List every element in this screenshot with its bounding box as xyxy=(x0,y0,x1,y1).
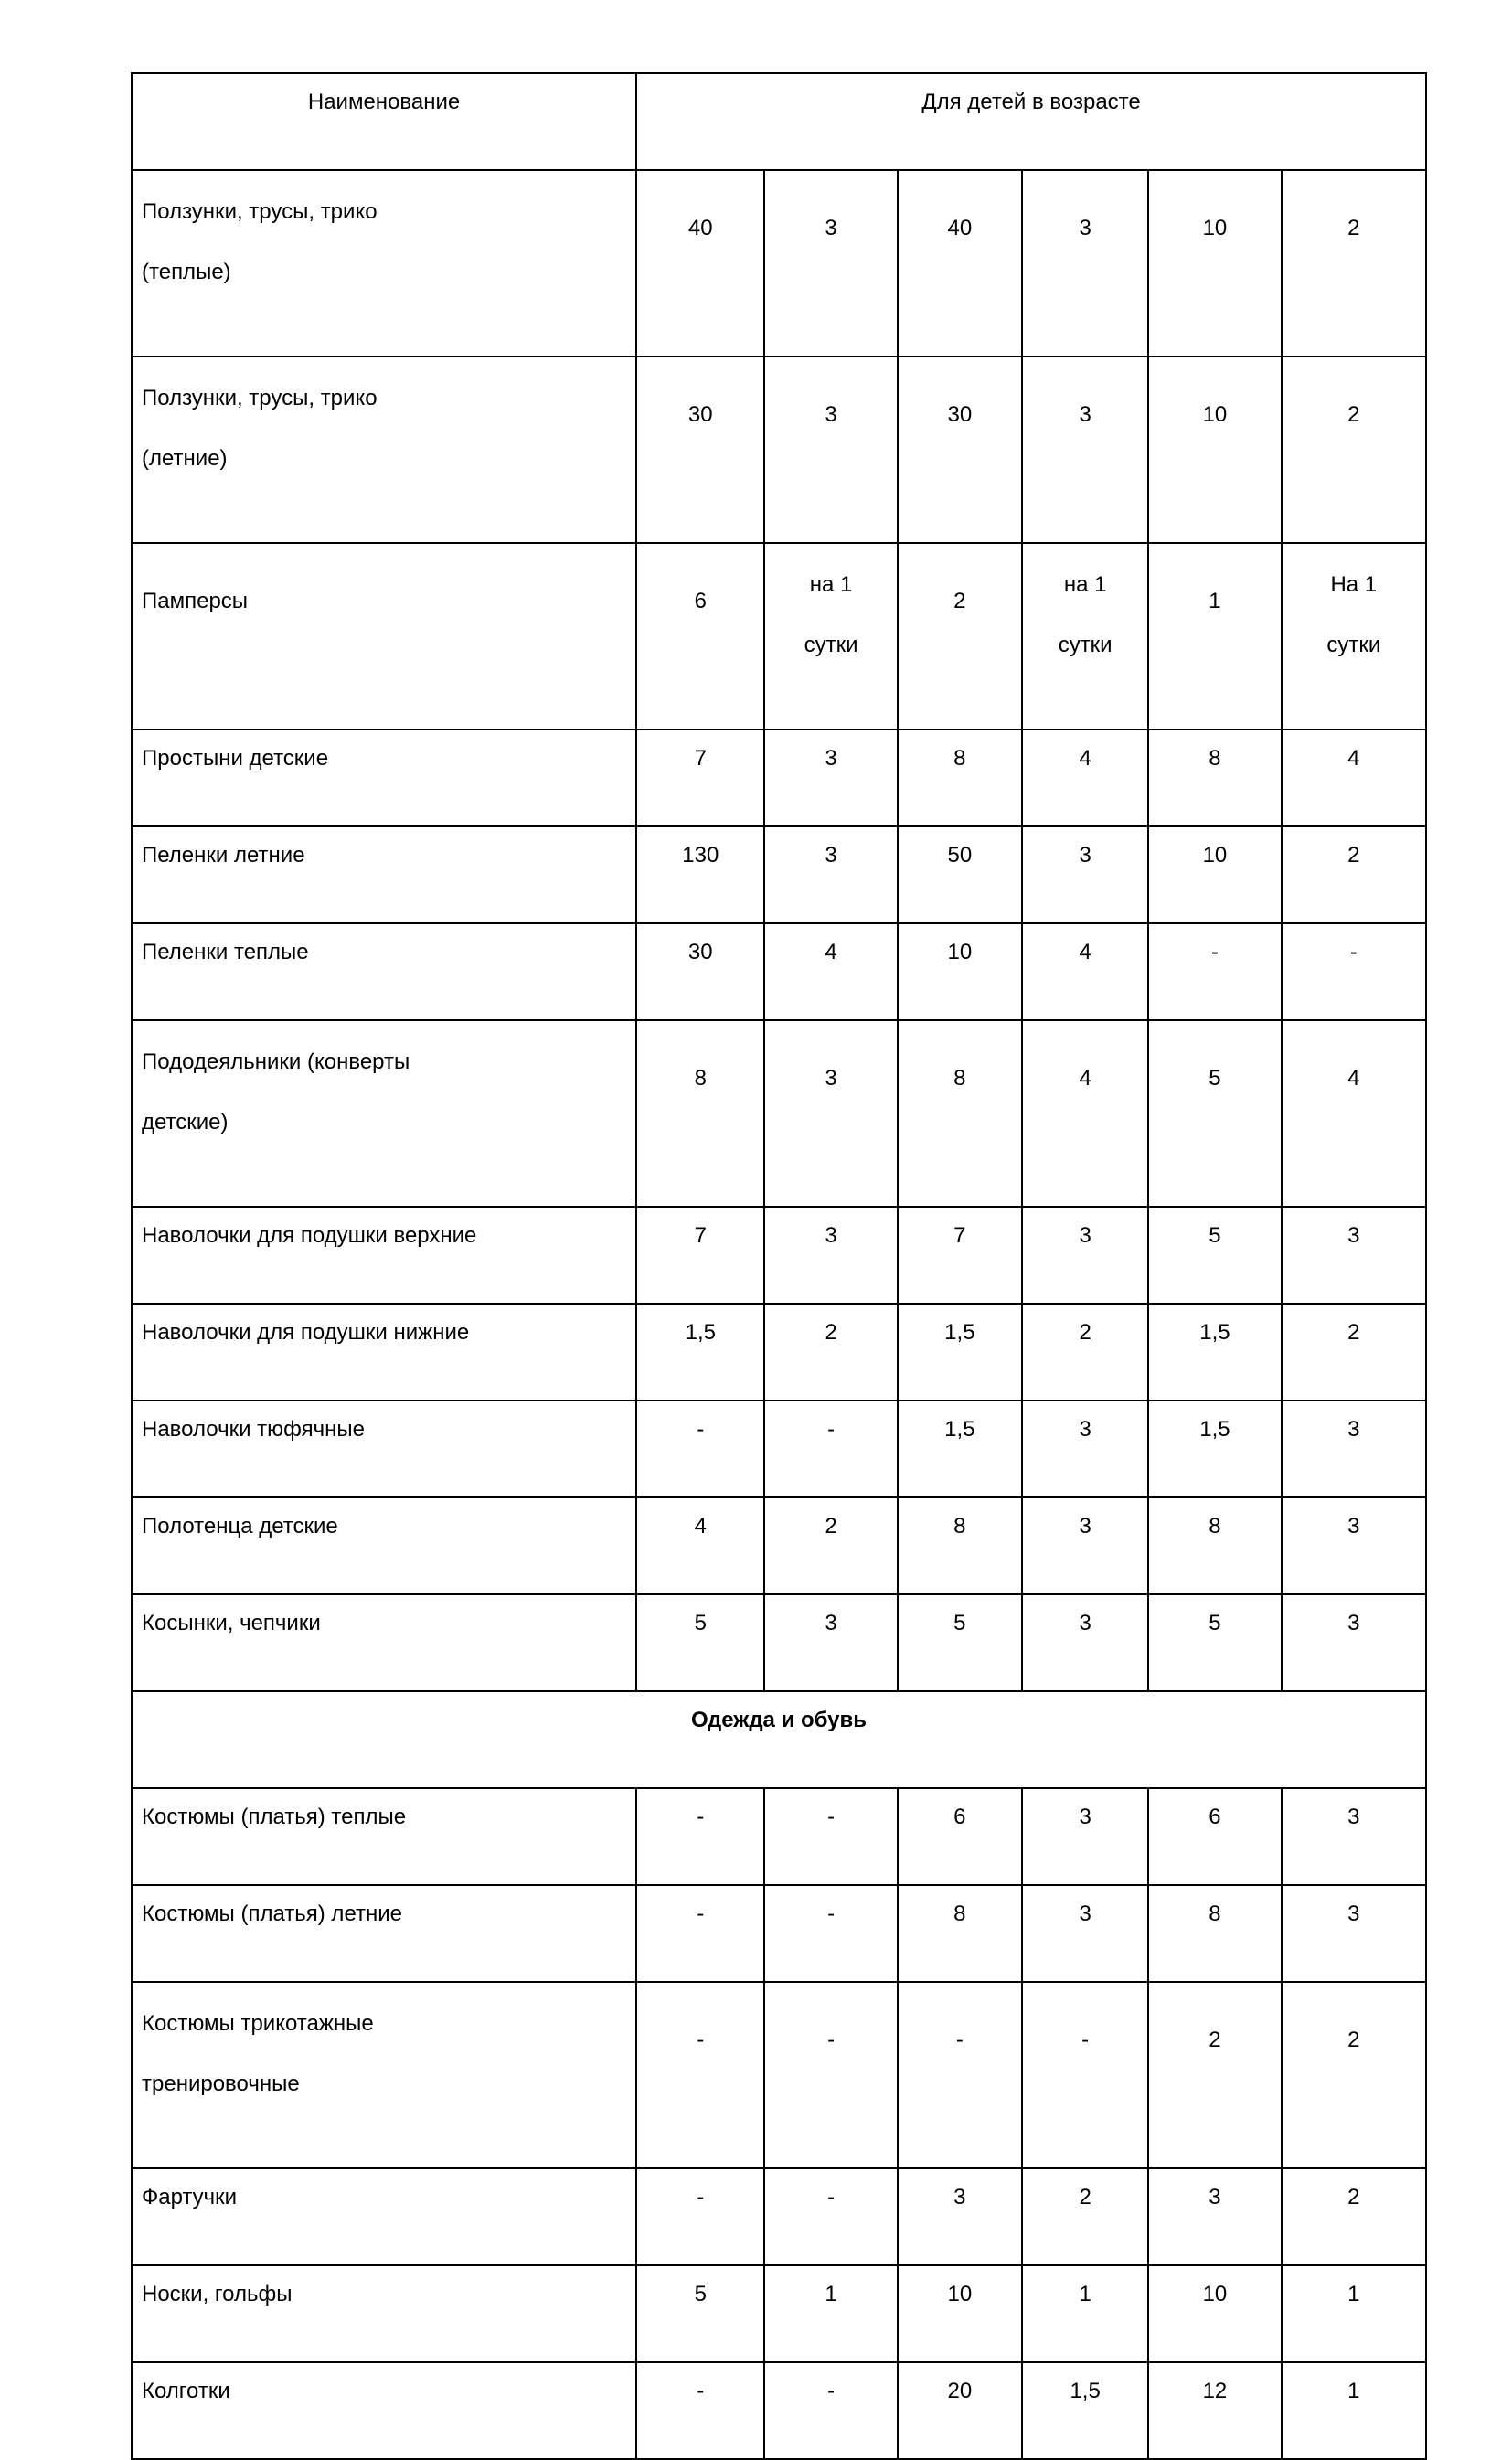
table-row xyxy=(132,1788,1426,1885)
value-cell: 8 xyxy=(1148,1497,1281,1594)
value-cell: 2 xyxy=(898,543,1022,729)
value-cell: 12 xyxy=(1148,2362,1281,2459)
table-row xyxy=(132,1207,1426,1304)
table-row xyxy=(132,923,1426,1020)
value-cell: 7 xyxy=(898,1207,1022,1304)
table-row xyxy=(132,1304,1426,1400)
item-name-line: (теплые) xyxy=(142,260,231,284)
value-cell: 5 xyxy=(636,2265,764,2362)
table-row xyxy=(132,1497,1426,1594)
header-name: Наименование xyxy=(132,73,636,170)
value-cell: - xyxy=(636,2362,764,2459)
value-cell: - xyxy=(764,1982,897,2168)
value-cell: 1,5 xyxy=(1148,1304,1281,1400)
item-name-line: Наволочки для подушки верхние xyxy=(142,1223,477,1248)
value-cell: 1,5 xyxy=(898,1400,1022,1497)
value-cell: 40 xyxy=(898,170,1022,357)
value-cell: 8 xyxy=(898,1497,1022,1594)
table-row xyxy=(132,1885,1426,1982)
value-cell: 30 xyxy=(898,357,1022,543)
value-line: сутки xyxy=(1326,633,1381,657)
value-cell: 1 xyxy=(1022,2265,1148,2362)
value-cell: 8 xyxy=(1148,729,1281,826)
table-row xyxy=(132,1594,1426,1691)
value-cell: 2 xyxy=(1282,826,1426,923)
item-name-line: (летние) xyxy=(142,446,228,471)
value-cell: 1 xyxy=(1282,2265,1426,2362)
value-cell: 10 xyxy=(1148,2265,1281,2362)
value-cell: 2 xyxy=(1148,1982,1281,2168)
value-cell: 3 xyxy=(1282,1497,1426,1594)
item-name-line: Наволочки для подушки нижние xyxy=(142,1320,470,1345)
item-name-line: Колготки xyxy=(142,2379,230,2403)
value-cell: 3 xyxy=(1022,1594,1148,1691)
value-cell: 7 xyxy=(636,1207,764,1304)
item-name-cell xyxy=(132,2168,636,2265)
value-cell: 3 xyxy=(764,1020,897,1207)
table-row xyxy=(132,2265,1426,2362)
item-name-cell xyxy=(132,543,636,729)
value-cell: 4 xyxy=(636,1497,764,1594)
value-cell: 3 xyxy=(764,826,897,923)
value-cell: 1,5 xyxy=(1022,2362,1148,2459)
value-cell: 3 xyxy=(1282,1400,1426,1497)
value-cell: 30 xyxy=(636,357,764,543)
value-cell: - xyxy=(764,1885,897,1982)
value-cell: - xyxy=(898,1982,1022,2168)
table-row xyxy=(132,357,1426,543)
value-line: на 1 xyxy=(1063,572,1107,597)
value-cell: 3 xyxy=(764,1594,897,1691)
value-cell: 5 xyxy=(1148,1207,1281,1304)
item-name-cell xyxy=(132,170,636,357)
item-name-line: детские) xyxy=(142,1110,229,1134)
value-cell: 3 xyxy=(1022,1400,1148,1497)
value-cell: 4 xyxy=(764,923,897,1020)
table-row xyxy=(132,2168,1426,2265)
value-cell: 8 xyxy=(1148,1885,1281,1982)
value-cell: 2 xyxy=(1282,170,1426,357)
value-cell: 3 xyxy=(1282,1885,1426,1982)
item-name-line: Косынки, чепчики xyxy=(142,1611,321,1635)
table-row xyxy=(132,170,1426,357)
item-name-line: Простыни детские xyxy=(142,746,329,771)
value-cell: 3 xyxy=(764,729,897,826)
item-name-line: Костюмы (платья) теплые xyxy=(142,1805,407,1829)
item-name-line: Фартучки xyxy=(142,2185,238,2210)
item-name-cell xyxy=(132,1885,636,1982)
item-name-cell xyxy=(132,1982,636,2168)
value-cell: 3 xyxy=(764,357,897,543)
value-cell: - xyxy=(1148,923,1281,1020)
table-row xyxy=(132,1982,1426,2168)
value-cell: 4 xyxy=(1282,1020,1426,1207)
item-name-line: Пеленки теплые xyxy=(142,940,309,964)
table-row xyxy=(132,729,1426,826)
value-cell: 3 xyxy=(1022,1497,1148,1594)
value-cell: - xyxy=(636,2168,764,2265)
value-cell: - xyxy=(1282,923,1426,1020)
value-cell: - xyxy=(764,2362,897,2459)
value-cell: 4 xyxy=(1022,729,1148,826)
value-cell: 10 xyxy=(1148,826,1281,923)
value-cell: 2 xyxy=(764,1497,897,1594)
item-name-line: тренировочные xyxy=(142,2071,300,2096)
value-cell: 3 xyxy=(1282,1594,1426,1691)
value-cell: 10 xyxy=(1148,170,1281,357)
item-name-cell xyxy=(132,357,636,543)
value-cell: 4 xyxy=(1282,729,1426,826)
value-cell: 50 xyxy=(898,826,1022,923)
value-cell: 3 xyxy=(1148,2168,1281,2265)
item-name-line: Костюмы (платья) летние xyxy=(142,1901,402,1926)
value-cell: 3 xyxy=(764,1207,897,1304)
section-title: Одежда и обувь xyxy=(132,1691,1426,1788)
value-cell: 3 xyxy=(1282,1207,1426,1304)
value-cell: 1,5 xyxy=(636,1304,764,1400)
value-line: на 1 xyxy=(809,572,853,597)
item-name-line: Полотенца детские xyxy=(142,1514,338,1539)
item-name-line: Ползунки, трусы, трико xyxy=(142,386,378,410)
item-name-cell xyxy=(132,2362,636,2459)
item-name-line: Пеленки летние xyxy=(142,843,305,868)
value-cell: 4 xyxy=(1022,923,1148,1020)
value-cell: 8 xyxy=(636,1020,764,1207)
value-cell: - xyxy=(764,2168,897,2265)
value-cell: 1 xyxy=(764,2265,897,2362)
value-cell xyxy=(1282,543,1426,729)
value-cell: 2 xyxy=(1022,1304,1148,1400)
item-name-cell xyxy=(132,1400,636,1497)
value-cell: 6 xyxy=(898,1788,1022,1885)
item-name-cell xyxy=(132,923,636,1020)
table-row xyxy=(132,826,1426,923)
value-cell: - xyxy=(636,1788,764,1885)
value-cell: - xyxy=(636,1982,764,2168)
value-cell: 10 xyxy=(1148,357,1281,543)
value-cell: 5 xyxy=(1148,1020,1281,1207)
value-cell: 3 xyxy=(1282,1788,1426,1885)
value-cell: 5 xyxy=(636,1594,764,1691)
value-cell: 3 xyxy=(1022,826,1148,923)
value-cell: 2 xyxy=(1282,357,1426,543)
value-cell: 6 xyxy=(636,543,764,729)
value-cell: 7 xyxy=(636,729,764,826)
value-cell: 3 xyxy=(1022,357,1148,543)
value-cell: 2 xyxy=(764,1304,897,1400)
item-name-line: Носки, гольфы xyxy=(142,2282,293,2306)
value-cell: 8 xyxy=(898,729,1022,826)
table-row xyxy=(132,543,1426,729)
item-name-cell xyxy=(132,2265,636,2362)
value-cell: 20 xyxy=(898,2362,1022,2459)
value-cell: 3 xyxy=(1022,170,1148,357)
header-row xyxy=(132,73,1426,170)
item-name-cell xyxy=(132,826,636,923)
item-name-cell xyxy=(132,1497,636,1594)
value-cell: - xyxy=(636,1885,764,1982)
value-cell: 30 xyxy=(636,923,764,1020)
table-row xyxy=(132,1400,1426,1497)
value-cell: - xyxy=(764,1400,897,1497)
value-cell: 3 xyxy=(1022,1788,1148,1885)
item-name-cell xyxy=(132,1788,636,1885)
value-cell: 3 xyxy=(1022,1207,1148,1304)
value-cell: 2 xyxy=(1282,2168,1426,2265)
value-cell xyxy=(764,543,897,729)
value-line: На 1 xyxy=(1330,572,1378,597)
value-cell: 6 xyxy=(1148,1788,1281,1885)
value-cell: - xyxy=(636,1400,764,1497)
item-name-line: Наволочки тюфячные xyxy=(142,1417,365,1442)
item-name-cell xyxy=(132,1207,636,1304)
value-cell: 1 xyxy=(1148,543,1281,729)
value-line: сутки xyxy=(804,633,858,657)
value-cell: 3 xyxy=(764,170,897,357)
value-cell: 8 xyxy=(898,1020,1022,1207)
section-row xyxy=(132,1691,1426,1788)
item-name-cell xyxy=(132,1304,636,1400)
value-cell: 4 xyxy=(1022,1020,1148,1207)
value-cell: 40 xyxy=(636,170,764,357)
value-cell: 1,5 xyxy=(898,1304,1022,1400)
value-cell: 2 xyxy=(1282,1304,1426,1400)
item-name-line: Ползунки, трусы, трико xyxy=(142,199,378,224)
value-cell: - xyxy=(764,1788,897,1885)
value-cell: 130 xyxy=(636,826,764,923)
value-cell: 2 xyxy=(1022,2168,1148,2265)
table-row xyxy=(132,1020,1426,1207)
value-cell: 1 xyxy=(1282,2362,1426,2459)
header-age: Для детей в возрасте xyxy=(636,73,1426,170)
value-cell: 10 xyxy=(898,923,1022,1020)
value-cell: - xyxy=(1022,1982,1148,2168)
value-cell: 3 xyxy=(1022,1885,1148,1982)
value-cell: 10 xyxy=(898,2265,1022,2362)
value-cell: 2 xyxy=(1282,1982,1426,2168)
item-name-line: Памперсы xyxy=(142,589,249,613)
value-cell: 1,5 xyxy=(1148,1400,1281,1497)
value-line: сутки xyxy=(1058,633,1113,657)
item-name-cell xyxy=(132,1020,636,1207)
item-name-line: Костюмы трикотажные xyxy=(142,2011,374,2036)
item-name-cell xyxy=(132,1594,636,1691)
value-cell: 5 xyxy=(1148,1594,1281,1691)
norms-table xyxy=(131,72,1427,2460)
value-cell: 5 xyxy=(898,1594,1022,1691)
table-row xyxy=(132,2362,1426,2459)
value-cell xyxy=(1022,543,1148,729)
item-name-line: Пододеяльники (конверты xyxy=(142,1049,410,1074)
value-cell: 8 xyxy=(898,1885,1022,1982)
value-cell: 3 xyxy=(898,2168,1022,2265)
item-name-cell xyxy=(132,729,636,826)
